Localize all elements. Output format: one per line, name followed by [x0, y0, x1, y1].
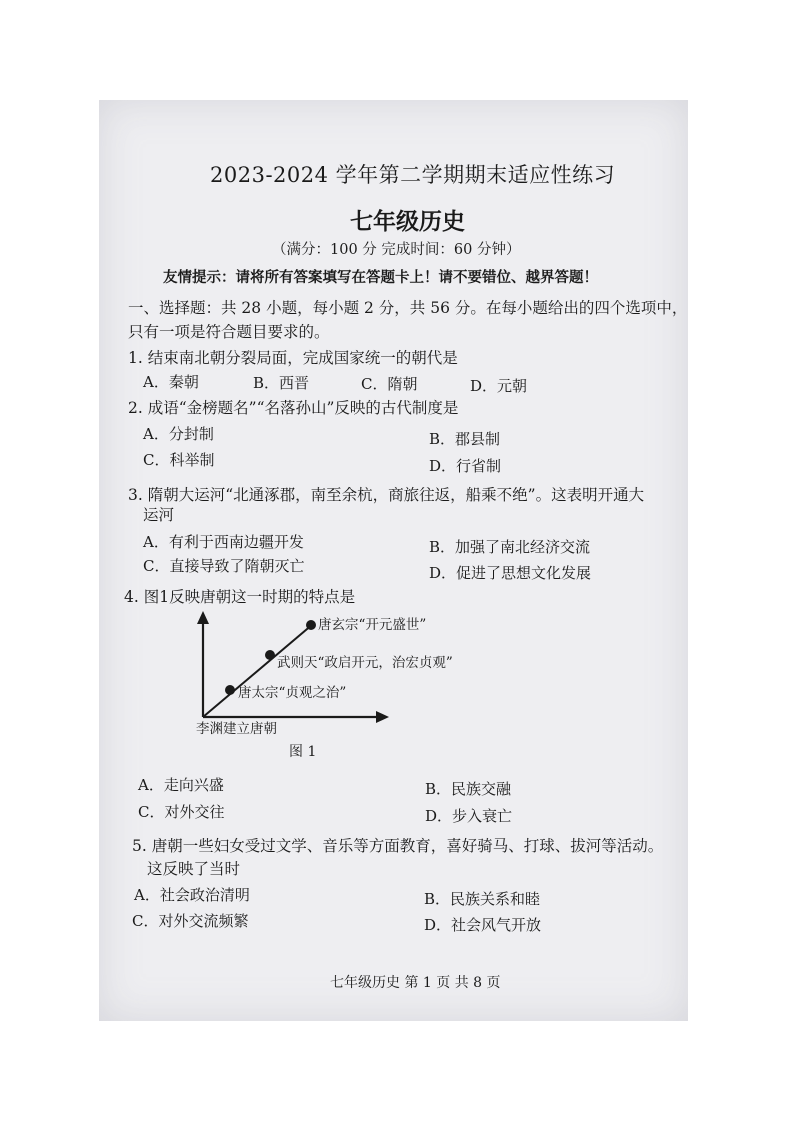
question-5-stem-line2: 这反映了当时 [147, 860, 241, 878]
question-2-option-a: A．分封制 [143, 425, 214, 443]
question-1-option-a: A．秦朝 [143, 373, 199, 391]
question-1-option-d: D．元朝 [470, 377, 528, 395]
question-3-stem-line2: 运河 [143, 506, 175, 524]
figure-label-xuanzong: 唐玄宗“开元盛世” [318, 617, 427, 633]
question-3-option-c: C．直接导致了隋朝灭亡 [143, 557, 305, 575]
question-1-option-b: B．西晋 [253, 374, 310, 392]
figure-y-axis-arrow [197, 611, 209, 624]
question-2-option-c: C．科举制 [143, 451, 215, 469]
question-4-option-c: C．对外交往 [138, 803, 225, 821]
question-3-option-b: B．加强了南北经济交流 [429, 538, 591, 556]
figure-label-wuzetian: 武则天“政启开元，治宏贞观” [277, 655, 453, 671]
figure-point-taizong [225, 685, 235, 695]
question-4-option-a: A．走向兴盛 [138, 776, 224, 794]
question-2-option-b: B．郡县制 [429, 430, 501, 448]
question-4-option-b: B．民族交融 [425, 780, 512, 798]
section-instructions-line2: 只有一项是符合题目要求的。 [128, 323, 330, 341]
question-2-option-d: D．行省制 [429, 457, 502, 475]
figure-point-wuzetian [265, 650, 275, 660]
question-2-stem: 2. 成语“金榜题名”“名落孙山”反映的古代制度是 [128, 399, 459, 417]
page-footer: 七年级历史 第 1 页 共 8 页 [330, 975, 501, 991]
figure-x-axis-arrow [376, 711, 389, 723]
question-4-option-d: D．步入衰亡 [425, 807, 513, 825]
question-5-option-c: C．对外交流频繁 [132, 912, 249, 930]
figure-1-caption: 图 1 [289, 744, 317, 760]
figure-label-taizong: 唐太宗“贞观之治” [238, 685, 347, 701]
section-instructions-line1: 一、选择题：共 28 小题，每小题 2 分，共 56 分。在每小题给出的四个选项中， [128, 299, 688, 317]
question-3-stem-line1: 3. 隋朝大运河“北通涿郡，南至余杭，商旅往返，船乘不绝”。这表明开通大 [128, 486, 645, 504]
question-4-stem: 4. 图1反映唐朝这一时期的特点是 [124, 588, 356, 606]
question-3-option-a: A．有利于西南边疆开发 [143, 533, 304, 551]
friendly-tip: 友情提示：请将所有答案填写在答题卡上！请不要错位、越界答题！ [163, 269, 598, 286]
exam-meta: （满分：100 分 完成时间：60 分钟） [272, 242, 521, 258]
figure-label-liyuan: 李渊建立唐朝 [196, 721, 277, 737]
subject-title: 七年级历史 [350, 208, 465, 235]
question-5-stem-line1: 5. 唐朝一些妇女受过文学、音乐等方面教育，喜好骑马、打球、拔河等活动。 [132, 837, 664, 855]
question-1-option-c: C．隋朝 [361, 375, 418, 393]
question-5-option-d: D．社会风气开放 [424, 916, 542, 934]
exam-title: 2023-2024 学年第二学期期末适应性练习 [210, 163, 616, 187]
question-5-option-a: A．社会政治清明 [134, 886, 250, 904]
question-1-stem: 1. 结束南北朝分裂局面，完成国家统一的朝代是 [128, 349, 458, 367]
question-3-option-d: D．促进了思想文化发展 [429, 564, 592, 582]
question-5-option-b: B．民族关系和睦 [424, 890, 541, 908]
figure-point-xuanzong [306, 620, 316, 630]
